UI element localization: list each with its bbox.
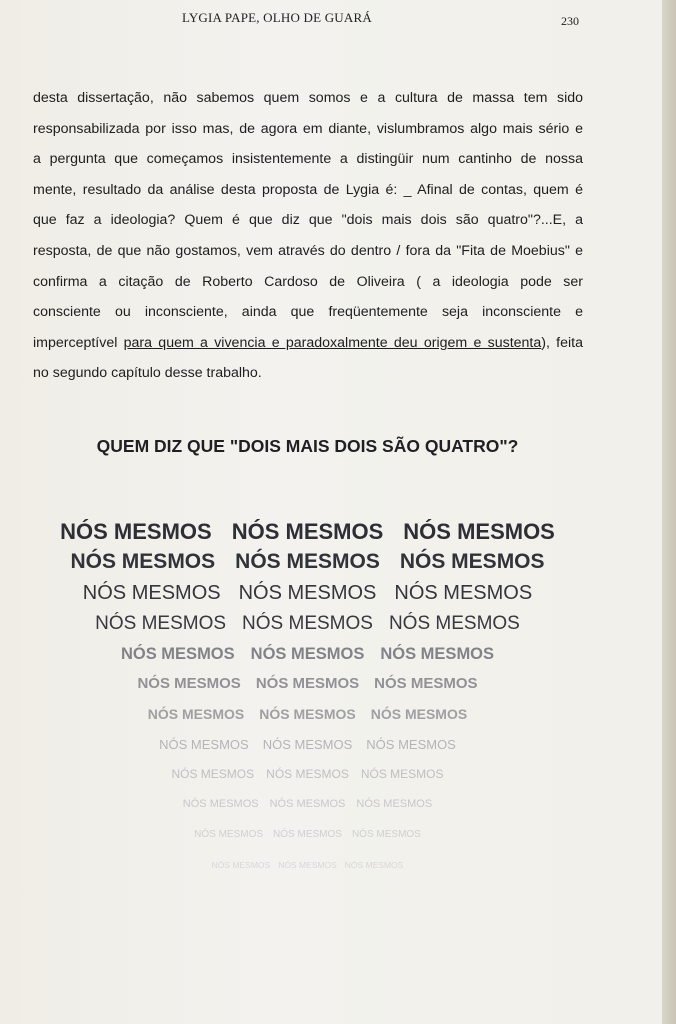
- repeated-phrase: NÓS MESMOS: [95, 613, 227, 634]
- repeated-phrase: NÓS MESMOS: [388, 613, 520, 634]
- repeated-phrase: NÓS MESMOS: [250, 645, 365, 663]
- repeated-phrase-row: [0, 829, 615, 840]
- repeated-phrase: NÓS MESMOS: [351, 829, 421, 840]
- page-header: [0, 10, 662, 30]
- repeated-phrase-row: [0, 582, 615, 605]
- repeated-phrase-row: [0, 737, 615, 752]
- paragraph-line: que faz a ideologia? Quem é que diz que "dois mais dois são quatro"?...E, a: [33, 212, 583, 229]
- line-text: ), feita: [541, 334, 583, 351]
- repeated-phrase: NÓS MESMOS: [278, 860, 337, 870]
- repeated-phrase-row: [0, 798, 615, 810]
- repeated-phrase: NÓS MESMOS: [242, 613, 373, 634]
- line-text: imperceptível: [33, 334, 124, 351]
- section-heading: QUEM DIZ QUE "DOIS MAIS DOIS SÃO QUATRO"?: [96, 436, 519, 456]
- repeated-phrase: NÓS MESMOS: [403, 519, 555, 544]
- repeated-phrase-row: [0, 613, 615, 635]
- repeated-phrase: NÓS MESMOS: [235, 550, 380, 573]
- repeated-phrase-row: [0, 706, 615, 722]
- repeated-phrase: NÓS MESMOS: [370, 706, 468, 722]
- repeated-phrase: NÓS MESMOS: [211, 860, 271, 870]
- paragraph-line: [33, 328, 583, 359]
- repeated-phrase-row: [0, 550, 615, 574]
- repeated-phrase: NÓS MESMOS: [356, 798, 433, 810]
- repeated-phrase-row: [0, 675, 615, 692]
- repeated-phrase: NÓS MESMOS: [344, 860, 404, 870]
- repeated-phrase: NÓS MESMOS: [159, 737, 249, 752]
- repeated-phrase: NÓS MESMOS: [171, 767, 255, 781]
- repeated-phrase: NÓS MESMOS: [182, 798, 259, 810]
- body-paragraph: [33, 83, 583, 389]
- repeated-phrase: NÓS MESMOS: [70, 550, 216, 573]
- repeated-phrase: NÓS MESMOS: [262, 737, 353, 752]
- repeated-phrase: NÓS MESMOS: [194, 829, 264, 840]
- paragraph-line: responsabilizada por isso mas, de agora em diante, vislumbramos algo mais sério e: [33, 120, 583, 137]
- repeated-phrase: NÓS MESMOS: [380, 645, 495, 663]
- repeated-phrase: NÓS MESMOS: [231, 519, 384, 544]
- paragraph-line: consciente ou inconsciente, ainda que freqüentemente seja inconsciente e: [33, 304, 583, 321]
- page-number: 230: [561, 14, 579, 28]
- repeated-phrase: NÓS MESMOS: [60, 519, 212, 544]
- repeated-phrase-row: [0, 860, 615, 870]
- repeated-phrase-row: [0, 767, 615, 781]
- repeated-phrase: NÓS MESMOS: [147, 706, 245, 722]
- repeated-phrase-row: [0, 519, 615, 545]
- repeated-phrase: NÓS MESMOS: [394, 582, 533, 604]
- repeated-phrase: NÓS MESMOS: [273, 829, 342, 840]
- paragraph-line: no segundo capítulo desse trabalho.: [33, 365, 262, 382]
- repeated-phrase-row: [0, 645, 615, 664]
- paragraph-line: resposta, de que não gostamos, vem através do dentro / fora da "Fita de Moebius" e: [33, 242, 583, 259]
- running-title: LYGIA PAPE, OLHO DE GUARÁ: [182, 10, 372, 25]
- repeated-phrase: NÓS MESMOS: [269, 798, 346, 810]
- repeated-phrase: NÓS MESMOS: [137, 675, 241, 692]
- repeated-phrase: NÓS MESMOS: [82, 582, 221, 604]
- repeated-phrase: NÓS MESMOS: [360, 767, 444, 781]
- repeated-phrase: NÓS MESMOS: [399, 550, 545, 573]
- repeated-phrase: NÓS MESMOS: [255, 675, 360, 692]
- repeated-phrase: NÓS MESMOS: [259, 706, 356, 722]
- paragraph-line: a pergunta que começamos insistentemente a distingüir num cantinho de nossa: [33, 151, 583, 168]
- paragraph-line: mente, resultado da análise desta proposta de Lygia é: _ Afinal de contas, quem é: [33, 181, 583, 198]
- page-edge: [662, 0, 676, 1024]
- underlined-text: para quem a vivencia e paradoxalmente deu origem e sustenta: [123, 334, 542, 351]
- repeated-phrase: NÓS MESMOS: [366, 737, 456, 752]
- repeated-phrase: NÓS MESMOS: [238, 582, 377, 604]
- paragraph-line: confirma a citação de Roberto Cardoso de Oliveira ( a ideologia pode ser: [33, 273, 583, 290]
- repeated-phrase: NÓS MESMOS: [120, 645, 235, 663]
- repeated-phrase: NÓS MESMOS: [374, 675, 478, 692]
- paragraph-line: desta dissertação, não sabemos quem somos e a cultura de massa tem sido: [33, 90, 583, 106]
- repeated-phrase: NÓS MESMOS: [266, 767, 349, 781]
